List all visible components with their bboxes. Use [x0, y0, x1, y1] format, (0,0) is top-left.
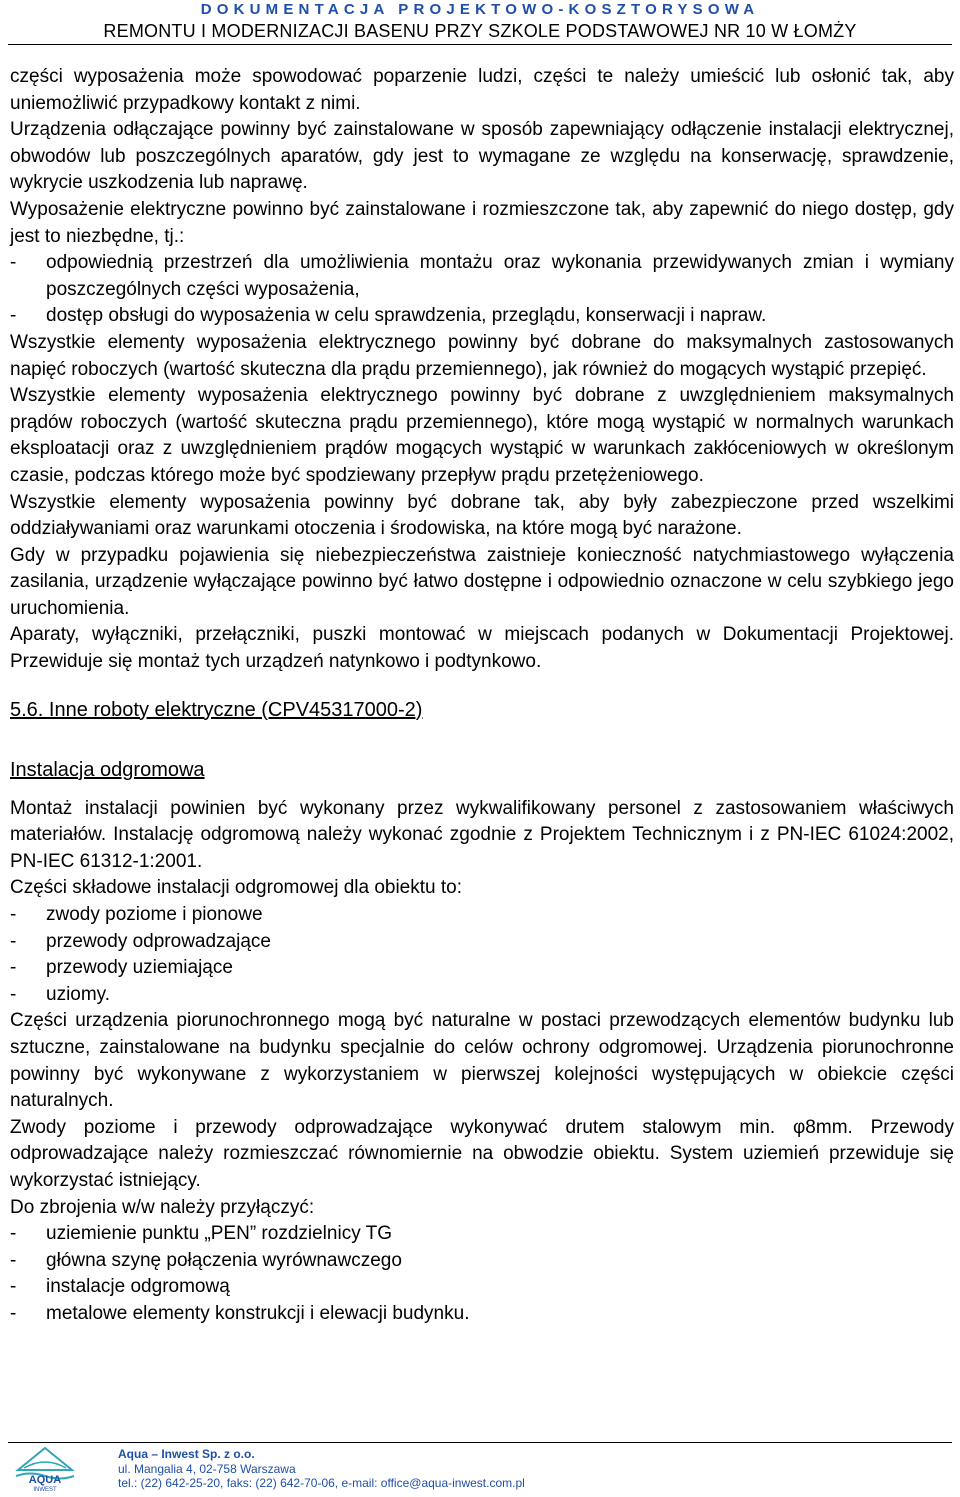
list-item — [10, 250, 954, 303]
list-item — [10, 303, 954, 330]
list-item-text: metalowe elementy konstrukcji i elewacji budynku. — [46, 1302, 470, 1324]
paragraph: Aparaty, wyłączniki, przełączniki, puszki montować w miejscach podanych w Dokumentacji Projektowej. Przewiduje się montaż tych urządzeń natynkowo i podtynkowo. — [10, 624, 954, 673]
paragraph: Wszystkie elementy wyposażenia powinny być dobrane tak, aby były zabezpieczone przed wszelkimi oddziaływaniami oraz warunkami otoczenia i środowiska, na które mogą być narażone. — [10, 491, 954, 540]
page-header — [0, 0, 960, 46]
logo-text: AQUA — [28, 1474, 62, 1486]
document-title: DOKUMENTACJA PROJEKTOWO-KOSZTORYSOWA — [200, 1, 760, 18]
paragraph: Montaż instalacji powinien być wykonany przez wykwalifikowany personel z zastosowaniem właściwych materiałów. Instalację odgromową należy wykonać zgodnie z Projektem Technicznym i z PN-IEC 61024:2002, PN-IEC 61312-1:2001. — [10, 797, 954, 872]
paragraph: Wyposażenie elektryczne powinno być zainstalowane i rozmieszczone tak, aby zapewnić do niego dostęp, gdy jest to niezbędne, tj.: — [10, 198, 954, 247]
paragraph: Wszystkie elementy wyposażenia elektrycznego powinny być dobrane do maksymalnych zastosowanych napięć roboczych (wartość skuteczna dla prądu przemiennego), jak również do mogących wystąpić przepięć. — [10, 331, 954, 380]
paragraph: Gdy w przypadku pojawienia się niebezpieczeństwa zaistnieje konieczność natychmiastowego wyłączenia zasilania, urządzenie wyłączające powinno być łatwo dostępne i odpowiednio oznaczone w celu szybkiego jego uruchomienia. — [10, 544, 954, 619]
list-dash: - — [10, 1223, 17, 1245]
section-heading: 5.6. Inne roboty elektryczne (CPV45317000-2) — [10, 698, 423, 721]
paragraph: Wszystkie elementy wyposażenia elektrycznego powinny być dobrane z uwzględnieniem maksymalnych prądów roboczych (wartość skuteczna prądu przemiennego), które mogą wystąpić w normalnych warunkach eksploatacji oraz z uwzględnieniem prądów mogących wystąpić w warunkach zakłóceniowych w określonym czasie, podczas którego może być spodziewany przepływ prądu przetężeniowego. — [10, 385, 954, 486]
list-item — [10, 1301, 954, 1328]
list-item — [10, 955, 954, 982]
list-dash: - — [10, 305, 17, 327]
page-footer — [0, 1442, 960, 1497]
list-item — [10, 929, 954, 956]
list-item — [10, 1248, 954, 1275]
company-address: ul. Mangalia 4, 02-758 Warszawa — [118, 1461, 296, 1476]
list-dash: - — [10, 1249, 17, 1271]
list-dash: - — [10, 957, 17, 979]
company-logo-icon — [14, 1446, 76, 1492]
list-dash: - — [10, 252, 17, 274]
list-item — [10, 1221, 954, 1248]
paragraph: części wyposażenia może spowodować poparzenie ludzi, części te należy umieścić lub osłonić tak, aby uniemożliwić przypadkowy kontakt z nimi. — [10, 66, 954, 114]
paragraph: Urządzenia odłączające powinny być zainstalowane w sposób zapewniający odłączenie instalacji elektrycznej, obwodów lub poszczególnych aparatów, gdy jest to wymagane ze względu na konserwację, sprawdzenie, wykrycie uszkodzenia lub naprawę. — [10, 119, 954, 194]
paragraph: Zwody poziome i przewody odprowadzające wykonywać drutem stalowym min. φ8mm. Przewody odprowadzające należy rozmieszczać równomiernie na obwodzie obiektu. System uziemień przewiduje się wykorzystać istniejący. — [10, 1116, 954, 1191]
header-divider — [8, 44, 952, 45]
list-item-text: zwody poziome i pionowe — [46, 904, 263, 926]
list-item-text: przewody odprowadzające — [46, 930, 271, 952]
footer-divider — [8, 1442, 952, 1443]
list-dash: - — [10, 1302, 17, 1324]
list-item — [10, 1274, 954, 1301]
list-item-text: uziomy. — [46, 983, 111, 1005]
list-dash: - — [10, 904, 17, 926]
paragraph: Części urządzenia piorunochronnego mogą być naturalne w postaci przewodzących elementów budynku lub sztuczne, zainstalowane na budynku specjalnie do celów ochrony odgromowej. Urządzenia piorunochronne powinny być wykonywane z wykorzystaniem w pierwszej kolejności występujących w obiekcie części naturalnych. — [10, 1010, 954, 1112]
subsection-heading: Instalacja odgromowa — [10, 758, 205, 781]
paragraph: Do zbrojenia w/w należy przyłączyć: — [10, 1196, 315, 1218]
list-item — [10, 902, 954, 929]
list-dash: - — [10, 930, 17, 952]
list-item — [10, 982, 954, 1009]
list-item-text: główna szynę połączenia wyrównawczego — [46, 1249, 402, 1271]
list-item-text: instalacje odgromową — [46, 1276, 230, 1298]
list-dash: - — [10, 1276, 17, 1298]
document-body — [10, 64, 954, 1328]
list-item-text: odpowiednią przestrzeń dla umożliwienia montażu oraz wykonania przewidywanych zmian i wymiany poszczególnych części wyposażenia, — [46, 252, 954, 300]
list-item-text: dostęp obsługi do wyposażenia w celu sprawdzenia, przeglądu, konserwacji i napraw. — [46, 305, 767, 327]
list-item-text: przewody uziemiające — [46, 957, 233, 979]
paragraph: Części składowe instalacji odgromowej dla obiektu to: — [10, 877, 463, 899]
company-contact: tel.: (22) 642-25-20, faks: (22) 642-70-06, e-mail: office@aqua-inwest.com.pl — [118, 1476, 525, 1490]
logo-subtext: INWEST — [33, 1487, 57, 1492]
company-name: Aqua – Inwest Sp. z o.o. — [118, 1447, 255, 1461]
company-info — [118, 1447, 525, 1491]
project-title: REMONTU I MODERNIZACJI BASENU PRZY SZKOLE PODSTAWOWEJ NR 10 W ŁOMŻY — [103, 21, 857, 41]
list-dash: - — [10, 983, 17, 1005]
list-item-text: uziemienie punktu „PEN” rozdzielnicy TG — [46, 1223, 393, 1245]
